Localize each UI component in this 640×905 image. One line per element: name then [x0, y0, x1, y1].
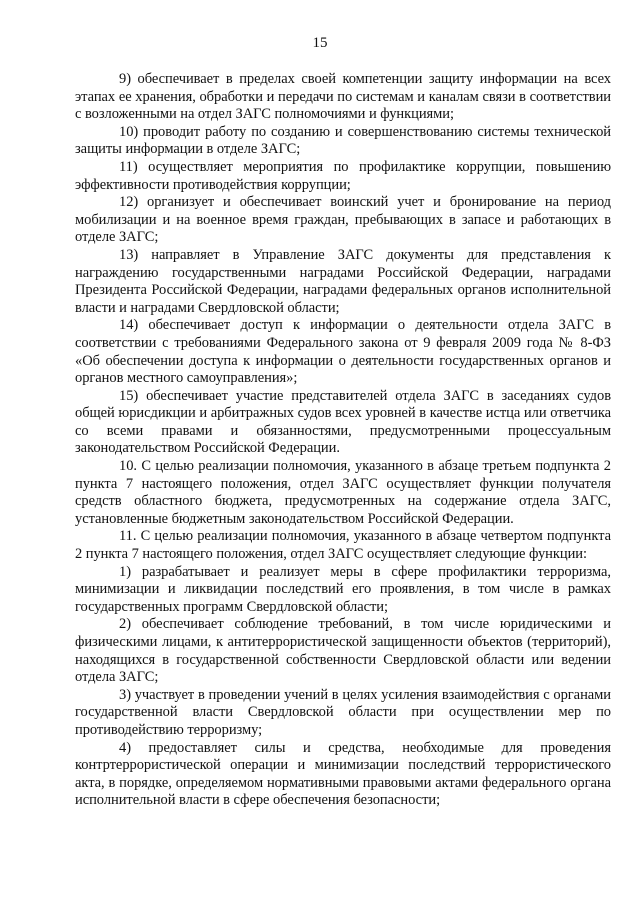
paragraph-item-9: 9) обеспечивает в пределах своей компетенции защиту информации на всех этапах ее хранения, обработки и передачи по системам и каналам связи в соответствии с возложенными на отдел ЗАГС полномочиями и функциями;: [75, 71, 611, 123]
document-body: [75, 71, 611, 810]
page-number: 15: [312, 35, 328, 51]
paragraph-function-1: 1) разрабатывает и реализует меры в сфере профилактики терроризма, минимизации и ликвидации последствий его проявления, в том числе в рамках государственных программ Свердловской области;: [75, 563, 611, 615]
paragraph-item-12: 12) организует и обеспечивает воинский учет и бронирование на период мобилизации и на военное время граждан, пребывающих в запасе и работающих в отделе ЗАГС;: [75, 194, 611, 246]
paragraph-function-3: 3) участвует в проведении учений в целях усиления взаимодействия с органами государственной власти Свердловской области при осуществлении мер по противодействию терроризму;: [75, 686, 611, 738]
paragraph-clause-11: 11. С целью реализации полномочия, указанного в абзаце четвертом подпункта 2 пункта 7 настоящего положения, отдел ЗАГС осуществляет следующие функции:: [75, 528, 611, 563]
paragraph-clause-10: 10. С целью реализации полномочия, указанного в абзаце третьем подпункта 2 пункта 7 настоящего положения, отдел ЗАГС осуществляет функции получателя средств областного бюджета, предусмотренных на содержание отдела ЗАГС, установленные бюджетным законодательством Российской Федерации.: [75, 458, 611, 527]
paragraph-item-11: 11) осуществляет мероприятия по профилактике коррупции, повышению эффективности противодействия коррупции;: [75, 158, 611, 193]
paragraph-item-14: 14) обеспечивает доступ к информации о деятельности отдела ЗАГС в соответствии с требованиями Федерального закона от 9 февраля 2009 года № 8-ФЗ «Об обеспечении доступа к информации о деятельности государственных органов и органов местного самоуправления»;: [75, 317, 611, 387]
paragraph-function-2: 2) обеспечивает соблюдение требований, в том числе юридическими и физическими лицами, к антитеррористической защищенности объектов (территорий), находящихся в государственной собственности Свердловской области или ведении отдела ЗАГС;: [75, 616, 611, 686]
paragraph-function-4: 4) предоставляет силы и средства, необходимые для проведения контртеррористической операции и минимизации последствий террористического акта, в порядке, определяемом нормативными правовыми актами федерального органа исполнительной власти в сфере обеспечения безопасности;: [75, 739, 611, 809]
paragraph-item-13: 13) направляет в Управление ЗАГС документы для представления к награждению государственными наградами Российской Федерации, наградами Президента Российской Федерации, наградами федеральных органов исполнительной власти и наградами Свердловской области;: [75, 246, 611, 316]
paragraph-item-15: 15) обеспечивает участие представителей отдела ЗАГС в заседаниях судов общей юрисдикции и арбитражных судов всех уровней в качестве истца или ответчика со всеми правами и обязанностями, предусмотренными процессуальным законодательством Российской Федерации.: [75, 387, 611, 457]
paragraph-item-10: 10) проводит работу по созданию и совершенствованию системы технической защиты информации в отделе ЗАГС;: [75, 123, 611, 158]
